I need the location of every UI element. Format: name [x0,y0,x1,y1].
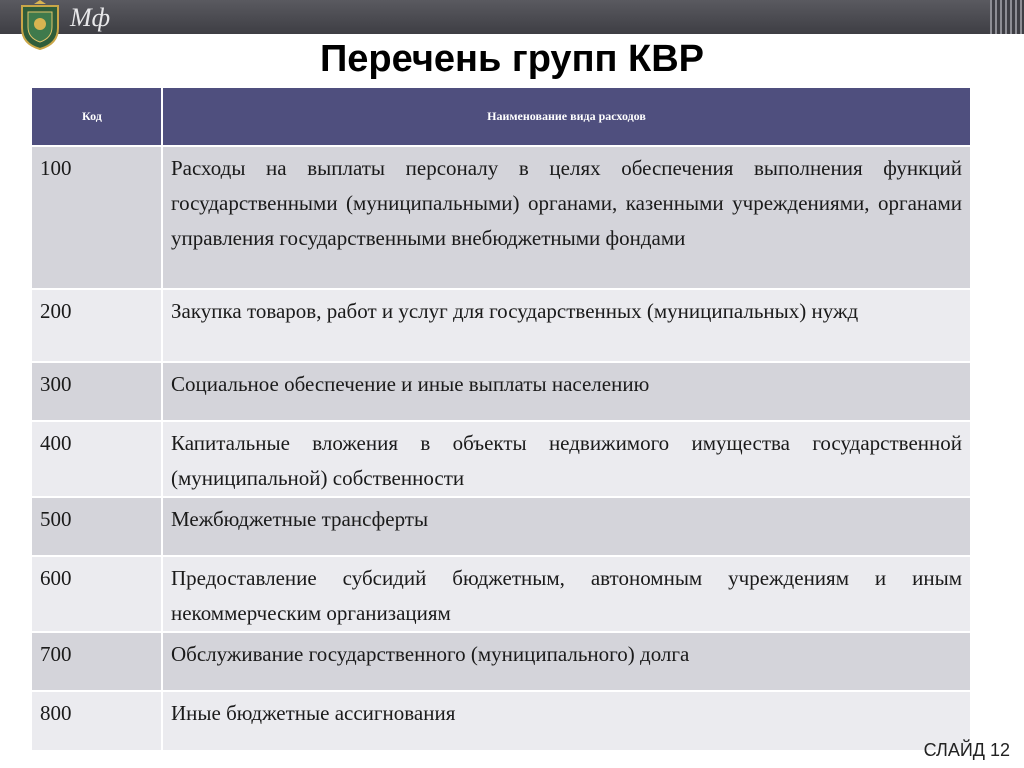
slide-title: Перечень групп КВР [319,38,705,80]
row-code: 100 [32,146,162,289]
column-header-name: Наименование вида расходов [162,88,970,146]
table-row [32,497,970,556]
row-code: 700 [32,632,162,691]
table-row [32,421,970,497]
table-row [32,632,970,691]
row-name: Иные бюджетные ассигнования [162,691,970,750]
kvr-table [32,88,970,750]
slide-number: СЛАЙД 12 [923,740,1010,760]
top-bar-stripes [990,0,1024,34]
row-name: Предоставление субсидий бюджетным, автономным учреждениям и иным некоммерческим организациям [162,556,970,632]
top-bar [0,0,1024,34]
table-row [32,691,970,750]
row-code: 800 [32,691,162,750]
row-name: Капитальные вложения в объекты недвижимого имущества государственной (муниципальной) собственности [162,421,970,497]
row-name: Межбюджетные трансферты [162,497,970,556]
table-row [32,362,970,421]
table-row [32,146,970,289]
row-code: 600 [32,556,162,632]
column-header-code: Код [32,88,162,146]
row-name: Закупка товаров, работ и услуг для государственных (муниципальных) нужд [162,289,970,362]
row-code: 200 [32,289,162,362]
row-code: 400 [32,421,162,497]
row-code: 500 [32,497,162,556]
row-name: Расходы на выплаты персоналу в целях обеспечения выполнения функций государственными (муниципальными) органами, казенными учреждениями, органами управления государственными внебюджетными фондами [162,146,970,289]
logo-text: Мф [70,3,111,32]
row-name: Социальное обеспечение и иные выплаты населению [162,362,970,421]
table-row [32,289,970,362]
table-row [32,556,970,632]
row-name: Обслуживание государственного (муниципального) долга [162,632,970,691]
table-header-row [32,88,970,146]
row-code: 300 [32,362,162,421]
